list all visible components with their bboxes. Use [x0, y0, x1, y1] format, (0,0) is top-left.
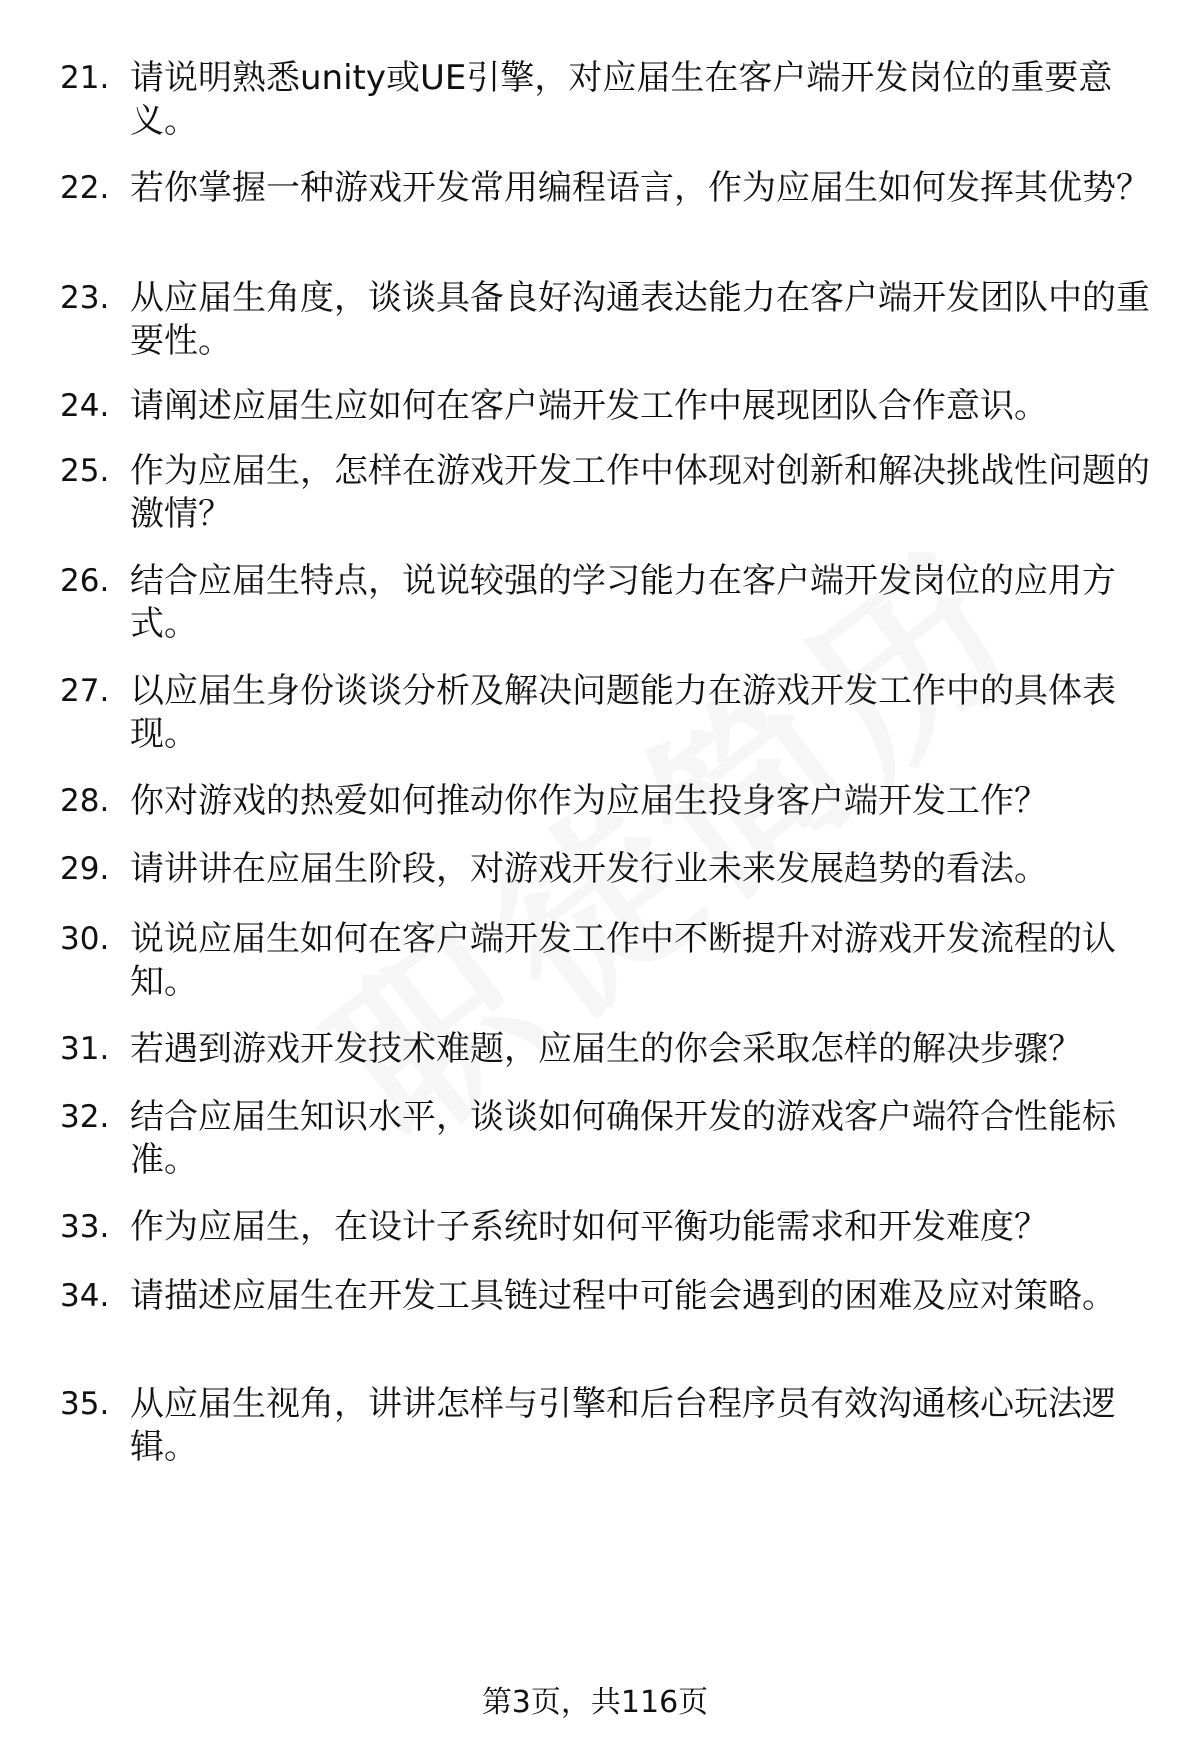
question-text: 你对游戏的热爱如何推动你作为应届生投身客户端开发工作？ — [130, 781, 1048, 821]
question-number: 22. — [60, 170, 110, 206]
question-text: 作为应届生，在设计子系统时如何平衡功能需求和开发难度？ — [130, 1207, 1048, 1247]
question-text: 结合应届生知识水平，谈谈如何确保开发的游戏客户端符合性能标准。 — [130, 1097, 1116, 1180]
question-text: 说说应届生如何在客户端开发工作中不断提升对游戏开发流程的认知。 — [130, 919, 1116, 1002]
question-text: 以应届生身份谈谈分析及解决问题能力在游戏开发工作中的具体表现。 — [130, 671, 1116, 754]
question-number: 32. — [60, 1099, 110, 1135]
question-text: 请描述应届生在开发工具链过程中可能会遇到的困难及应对策略。 — [130, 1276, 1116, 1316]
question-number: 31. — [60, 1031, 110, 1067]
page-footer: 第3页，共116页 — [481, 1685, 709, 1720]
question-number: 21. — [60, 60, 110, 96]
question-number: 34. — [60, 1278, 110, 1314]
question-number: 30. — [60, 921, 110, 957]
question-text: 请阐述应届生应如何在客户端开发工作中展现团队合作意识。 — [130, 386, 1048, 426]
question-text: 若遇到游戏开发技术难题，应届生的你会采取怎样的解决步骤？ — [130, 1029, 1082, 1069]
question-text: 结合应届生特点，说说较强的学习能力在客户端开发岗位的应用方式。 — [130, 561, 1116, 644]
question-number: 25. — [60, 453, 110, 489]
question-number: 35. — [60, 1386, 110, 1422]
question-number: 24. — [60, 388, 110, 424]
question-text: 请讲讲在应届生阶段，对游戏开发行业未来发展趋势的看法。 — [130, 849, 1048, 889]
question-text: 若你掌握一种游戏开发常用编程语言，作为应届生如何发挥其优势？ — [130, 168, 1150, 208]
question-number: 33. — [60, 1209, 110, 1245]
question-text: 请说明熟悉unity或UE引擎，对应届生在客户端开发岗位的重要意义。 — [130, 58, 1113, 141]
question-number: 29. — [60, 851, 110, 887]
question-number: 26. — [60, 563, 110, 599]
question-number: 28. — [60, 783, 110, 819]
question-text: 从应届生视角，讲讲怎样与引擎和后台程序员有效沟通核心玩法逻辑。 — [130, 1384, 1116, 1467]
question-text: 从应届生角度，谈谈具备良好沟通表达能力在客户端开发团队中的重要性。 — [130, 278, 1150, 361]
question-number: 27. — [60, 673, 110, 709]
question-text: 作为应届生，怎样在游戏开发工作中体现对创新和解决挑战性问题的激情？ — [130, 451, 1150, 534]
question-number: 23. — [60, 280, 110, 316]
